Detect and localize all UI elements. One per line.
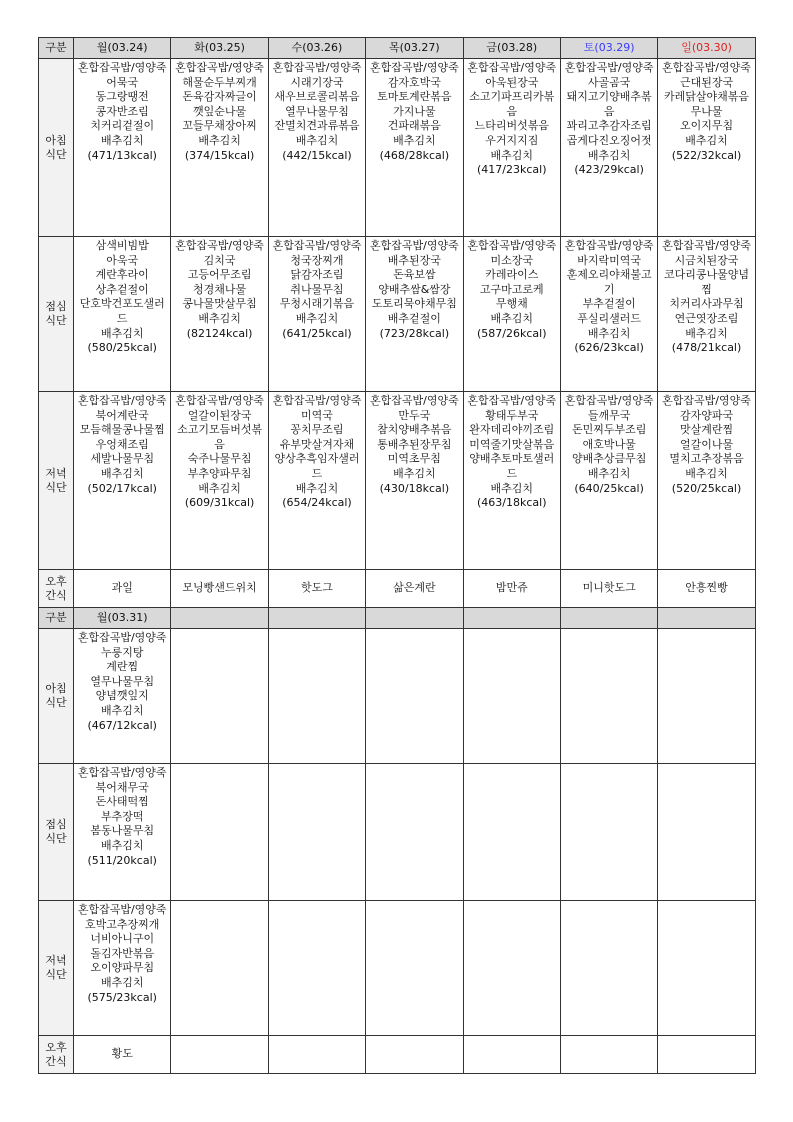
- menu-item: 혼합잡곡밥/영양죽: [370, 61, 459, 74]
- meal-plan-table: [38, 37, 756, 1074]
- menu-item: 애호박나물: [582, 437, 636, 451]
- menu-item: 계란후라이: [95, 268, 149, 282]
- breakfast-label: [39, 629, 74, 764]
- menu-item: 돈육보쌈: [393, 268, 436, 282]
- menu-item: 숙주나물무침: [187, 452, 252, 466]
- menu-item: 배추김치: [198, 481, 241, 495]
- menu-item: 배추김치: [100, 703, 144, 717]
- menu-item: 혼합잡곡밥/영양죽: [564, 394, 654, 407]
- dinner-menu-cell: [560, 392, 657, 570]
- menu-item: 가지나물: [393, 104, 436, 118]
- menu-item: (580/25kcal): [87, 341, 157, 355]
- day-header: 목(03.27): [366, 38, 463, 59]
- menu-item: 혼합잡곡밥/영양죽: [175, 239, 264, 252]
- menu-item: 황태두부국: [485, 408, 539, 422]
- menu-item: 돈민찌두부조림: [571, 423, 647, 437]
- lunch-menu-cell: [74, 237, 171, 392]
- menu-item: 청경채나물: [193, 282, 247, 296]
- menu-item: 멸치고추장볶음: [669, 452, 744, 466]
- menu-item: 배추김치: [393, 133, 436, 147]
- menu-item: 혼합잡곡밥/영양죽: [77, 61, 167, 74]
- menu-item: 오이양파무침: [90, 961, 155, 975]
- menu-item: 양상추흑임자샐러드: [274, 452, 360, 480]
- empty-day-header: [171, 608, 268, 629]
- menu-item: 시래기장국: [290, 75, 344, 89]
- menu-item: 봄동나물무침: [90, 824, 155, 838]
- menu-item: 우엉채조림: [95, 437, 149, 451]
- menu-item: 혼합잡곡밥/영양죽: [662, 61, 751, 74]
- menu-item: 푸실리샐러드: [577, 311, 642, 325]
- menu-item: (641/25kcal): [282, 326, 352, 340]
- menu-item: 김치국: [203, 253, 236, 267]
- empty-day-header: [366, 608, 463, 629]
- menu-item: 느타리버섯볶음: [474, 119, 549, 133]
- menu-item: 꽁치무조림: [290, 423, 344, 437]
- dinner-menu-cell: [268, 392, 365, 570]
- menu-item: 닭감자조림: [290, 268, 344, 282]
- menu-item: 시금치된장국: [674, 253, 739, 267]
- menu-item: 배추김치: [295, 481, 339, 495]
- menu-item: 양배추토마토샐러드: [469, 452, 555, 480]
- menu-item: 배추김치: [100, 466, 144, 480]
- dinner-row: [39, 392, 756, 570]
- breakfast-menu-cell: [560, 59, 657, 237]
- menu-item: 참치양배추볶음: [377, 423, 452, 437]
- menu-item: (587/26kcal): [477, 326, 547, 340]
- menu-item: 혼합잡곡밥/영양죽: [564, 239, 654, 252]
- dinner-label: [39, 392, 74, 570]
- menu-item: (467/12kcal): [87, 718, 157, 732]
- menu-item: 고등어무조림: [187, 268, 252, 282]
- menu-item: 미역줄기맛살볶음: [469, 437, 555, 451]
- category-header: 구분: [39, 608, 74, 629]
- dinner-menu-cell: [74, 901, 171, 1036]
- menu-item: 단호박건포도샐러드: [79, 297, 165, 325]
- dinner-label: [39, 901, 74, 1036]
- menu-item: 오이지무침: [679, 119, 734, 133]
- breakfast-label-text: 아침: [45, 133, 67, 147]
- menu-item: (640/25kcal): [574, 481, 644, 495]
- day-header: 월(03.24): [74, 38, 171, 59]
- empty-cell: [463, 629, 560, 764]
- menu-item: 배추김치: [587, 326, 631, 340]
- menu-item: 혼합잡곡밥/영양죽: [175, 61, 264, 74]
- menu-item: 혼합잡곡밥/영양죽: [467, 61, 557, 74]
- menu-item: 계란찜: [106, 660, 139, 674]
- empty-cell: [268, 629, 365, 764]
- menu-item: 양배추상큼무침: [571, 452, 647, 466]
- empty-day-header: [463, 608, 560, 629]
- empty-cell: [463, 901, 560, 1036]
- snack-cell: 핫도그: [268, 570, 365, 608]
- menu-item: 부추겉절이: [582, 297, 636, 311]
- snack-cell: 과일: [74, 570, 171, 608]
- dinner-row: [39, 901, 756, 1036]
- menu-item: 맛살계란찜: [679, 423, 734, 437]
- menu-item: (478/21kcal): [671, 341, 742, 355]
- menu-item: (522/32kcal): [671, 148, 742, 162]
- menu-item: (654/24kcal): [282, 496, 352, 510]
- dinner-menu-cell: [463, 392, 560, 570]
- snack-cell: 안흥찐빵: [658, 570, 755, 608]
- menu-item: 연근엿장조림: [674, 311, 739, 325]
- menu-item: 콩나물맛살무침: [182, 297, 257, 311]
- day-header-row: [39, 38, 756, 59]
- menu-item: (626/23kcal): [574, 341, 644, 355]
- menu-item: 꼬들무채장아찌: [182, 119, 257, 133]
- menu-item: 누룽지탕: [100, 645, 144, 659]
- menu-item: 건파래볶음: [387, 119, 441, 133]
- snack-label: [39, 1036, 74, 1074]
- breakfast-menu-cell: [366, 59, 463, 237]
- menu-item: 배추김치: [100, 326, 144, 340]
- menu-item: 취나물무침: [290, 282, 344, 296]
- empty-day-header: [658, 608, 755, 629]
- menu-item: 카레닭살야채볶음: [664, 90, 750, 104]
- snack-label-text: 간식: [45, 1054, 67, 1068]
- dinner-label-text: 식단: [45, 968, 67, 981]
- menu-item: 혼합잡곡밥/영양죽: [662, 394, 751, 407]
- menu-item: 배추김치: [685, 133, 728, 147]
- menu-item: 깻잎순나물: [193, 104, 247, 118]
- menu-item: 배추김치: [198, 311, 241, 325]
- empty-cell: [171, 629, 268, 764]
- breakfast-label-text: 아침: [45, 682, 67, 695]
- breakfast-label: [39, 59, 74, 237]
- snack-row: [39, 1036, 756, 1074]
- menu-item: 어묵국: [106, 75, 139, 89]
- menu-item: (723/28kcal): [379, 326, 450, 340]
- menu-item: 열무나물무침: [90, 674, 155, 688]
- menu-item: 콩자반조림: [95, 104, 149, 118]
- menu-item: 혼합잡곡밥/영양죽: [77, 631, 167, 644]
- menu-item: 청국장찌개: [290, 253, 344, 267]
- lunch-label-text: 식단: [45, 832, 67, 845]
- menu-item: 통배추된장무침: [377, 437, 452, 451]
- menu-item: 혼합잡곡밥/영양죽: [77, 394, 167, 407]
- menu-item: 우거지지짐: [485, 133, 539, 147]
- menu-item: 배추된장국: [387, 253, 441, 267]
- dinner-menu-cell: [658, 392, 755, 570]
- lunch-menu-cell: [366, 237, 463, 392]
- empty-cell: [463, 764, 560, 901]
- menu-item: 배추김치: [685, 326, 728, 340]
- empty-cell: [463, 1036, 560, 1074]
- menu-item: 배추김치: [100, 133, 144, 147]
- menu-item: 치커리사과무침: [669, 297, 744, 311]
- empty-cell: [268, 1036, 365, 1074]
- menu-item: 배추김치: [393, 466, 436, 480]
- menu-item: 혼합잡곡밥/영양죽: [662, 239, 751, 252]
- menu-item: (423/29kcal): [574, 163, 644, 177]
- menu-item: 배추김치: [587, 466, 631, 480]
- dinner-label-text: 저녁: [45, 466, 67, 480]
- empty-cell: [171, 1036, 268, 1074]
- menu-item: 훈제오리야채불고기: [566, 268, 652, 296]
- breakfast-menu-cell: [74, 629, 171, 764]
- menu-item: 배추김치: [490, 148, 534, 162]
- empty-cell: [366, 629, 463, 764]
- menu-item: 꽈리고추감자조림: [566, 119, 652, 133]
- empty-cell: [171, 901, 268, 1036]
- menu-item: 혼합잡곡밥/영양죽: [272, 61, 362, 74]
- menu-item: 카레라이스: [485, 268, 539, 282]
- menu-item: 감자호박국: [387, 75, 441, 89]
- menu-item: 상추겉절이: [95, 282, 149, 296]
- menu-item: 돈육감자짜글이: [182, 90, 257, 104]
- lunch-label: [39, 764, 74, 901]
- day-header: 토(03.29): [560, 38, 657, 59]
- menu-item: 혼합잡곡밥/영양죽: [370, 394, 459, 407]
- menu-item: (609/31kcal): [184, 496, 255, 510]
- menu-item: 토마토계란볶음: [377, 90, 452, 104]
- menu-item: (520/25kcal): [671, 481, 742, 495]
- snack-label: [39, 570, 74, 608]
- lunch-row: [39, 764, 756, 901]
- lunch-menu-cell: [171, 237, 268, 392]
- menu-item: 얼갈이나물: [679, 437, 734, 451]
- menu-item: 돈사태떡찜: [95, 795, 149, 809]
- menu-item: 치커리겉절이: [90, 119, 155, 133]
- menu-item: 감자양파국: [679, 408, 734, 422]
- dinner-label-text: 저녁: [45, 954, 67, 967]
- lunch-menu-cell: [658, 237, 755, 392]
- menu-item: 무청시래기볶음: [279, 297, 355, 311]
- menu-item: 고구마고로케: [479, 282, 544, 296]
- menu-item: (511/20kcal): [87, 853, 157, 867]
- empty-cell: [366, 764, 463, 901]
- menu-item: 잔멸치견과류볶음: [274, 119, 360, 133]
- menu-item: 동그랑땡전: [95, 90, 149, 104]
- snack-row: [39, 570, 756, 608]
- dinner-menu-cell: [74, 392, 171, 570]
- empty-cell: [366, 901, 463, 1036]
- empty-cell: [560, 901, 657, 1036]
- menu-item: (468/28kcal): [379, 148, 450, 162]
- menu-item: 혼합잡곡밥/영양죽: [564, 61, 654, 74]
- menu-item: 소고기파프리카볶음: [469, 90, 555, 118]
- empty-cell: [268, 764, 365, 901]
- menu-item: 아욱된장국: [485, 75, 539, 89]
- menu-item: 배추김치: [100, 838, 144, 852]
- menu-item: 얼갈이된장국: [187, 408, 252, 422]
- menu-item: (575/23kcal): [87, 990, 157, 1004]
- menu-item: 미역국: [301, 408, 333, 422]
- snack-cell: 미니핫도그: [560, 570, 657, 608]
- dinner-label-text: 식단: [45, 480, 67, 494]
- menu-item: 도토리묵야채무침: [371, 297, 457, 311]
- menu-item: 근대된장국: [679, 75, 734, 89]
- breakfast-label-text: 식단: [45, 147, 67, 161]
- menu-item: (502/17kcal): [87, 481, 157, 495]
- menu-item: 너비아니구이: [90, 932, 155, 946]
- empty-cell: [560, 764, 657, 901]
- menu-item: 돼지고기양배추볶음: [566, 90, 652, 118]
- menu-item: 배추겉절이: [387, 311, 441, 325]
- menu-item: 해물순두부찌개: [182, 75, 257, 89]
- lunch-row: [39, 237, 756, 392]
- menu-item: 부추양파무침: [187, 466, 252, 480]
- empty-cell: [560, 1036, 657, 1074]
- menu-item: 혼합잡곡밥/영양죽: [77, 903, 167, 916]
- menu-item: 배추김치: [295, 311, 339, 325]
- menu-item: 모듬해물콩나물찜: [79, 423, 165, 437]
- menu-item: 혼합잡곡밥/영양죽: [370, 239, 459, 252]
- menu-item: 북어채무국: [95, 780, 149, 794]
- breakfast-label-text: 식단: [45, 696, 67, 709]
- lunch-label-text: 점심: [45, 818, 67, 831]
- menu-item: (374/15kcal): [184, 148, 255, 162]
- menu-item: (471/13kcal): [87, 148, 157, 162]
- empty-cell: [658, 764, 755, 901]
- lunch-label-text: 식단: [45, 314, 67, 327]
- menu-item: 양념깻잎지: [95, 689, 149, 703]
- menu-item: 삼색비빔밥: [95, 239, 149, 252]
- category-header: 구분: [39, 38, 74, 59]
- breakfast-menu-cell: [268, 59, 365, 237]
- lunch-menu-cell: [560, 237, 657, 392]
- menu-item: 혼합잡곡밥/영양죽: [467, 394, 557, 407]
- breakfast-menu-cell: [171, 59, 268, 237]
- menu-item: 만두국: [398, 408, 431, 422]
- menu-item: 부추장떡: [100, 809, 144, 823]
- day-header: 월(03.31): [74, 608, 171, 629]
- snack-cell: 밤만쥬: [463, 570, 560, 608]
- menu-item: 사골곰국: [587, 75, 631, 89]
- snack-label-text: 오후: [45, 1040, 67, 1054]
- menu-item: 코다리콩나물양념찜: [664, 268, 750, 296]
- menu-item: 새우브로콜리볶음: [274, 90, 360, 104]
- snack-cell: 황도: [74, 1036, 171, 1074]
- empty-cell: [366, 1036, 463, 1074]
- menu-item: 혼합잡곡밥/영양죽: [77, 766, 167, 779]
- day-header: 금(03.28): [463, 38, 560, 59]
- snack-label-text: 간식: [45, 588, 67, 602]
- menu-item: 바지락미역국: [577, 253, 642, 267]
- empty-cell: [560, 629, 657, 764]
- menu-item: 유부맛살겨자채: [279, 437, 355, 451]
- menu-item: 배추김치: [587, 148, 631, 162]
- menu-item: 배추김치: [685, 466, 728, 480]
- day-header: 일(03.30): [658, 38, 755, 59]
- menu-item: 무나물: [690, 104, 723, 118]
- menu-item: 호박고추장찌개: [85, 917, 160, 931]
- menu-item: 아욱국: [106, 253, 139, 267]
- menu-item: 혼합잡곡밥/영양죽: [272, 239, 362, 252]
- menu-item: 배추김치: [490, 311, 534, 325]
- menu-item: 미역초무침: [387, 452, 441, 466]
- lunch-menu-cell: [268, 237, 365, 392]
- breakfast-menu-cell: [463, 59, 560, 237]
- menu-item: 곱게다진오징어젓: [566, 133, 652, 147]
- menu-item: 양배추쌈&쌈장: [378, 282, 451, 296]
- lunch-menu-cell: [74, 764, 171, 901]
- empty-cell: [171, 764, 268, 901]
- menu-item: 돌김자반볶음: [90, 946, 155, 960]
- empty-day-header: [560, 608, 657, 629]
- day-header: 화(03.25): [171, 38, 268, 59]
- breakfast-row: [39, 629, 756, 764]
- breakfast-menu-cell: [658, 59, 755, 237]
- dinner-menu-cell: [366, 392, 463, 570]
- lunch-label: [39, 237, 74, 392]
- snack-cell: 삶은계란: [366, 570, 463, 608]
- empty-cell: [658, 901, 755, 1036]
- menu-item: 열무나물무침: [285, 104, 349, 118]
- menu-item: (463/18kcal): [477, 496, 547, 510]
- menu-item: 미소장국: [490, 253, 534, 267]
- menu-item: 무행채: [495, 297, 528, 311]
- menu-item: 배추김치: [198, 133, 241, 147]
- menu-item: 세발나물무침: [90, 452, 155, 466]
- day-header: 수(03.26): [268, 38, 365, 59]
- menu-item: (442/15kcal): [282, 148, 352, 162]
- menu-item: 배추김치: [295, 133, 339, 147]
- menu-item: 배추김치: [490, 481, 534, 495]
- menu-item: 배추김치: [100, 975, 144, 989]
- menu-item: 혼합잡곡밥/영양죽: [272, 394, 362, 407]
- menu-item: 혼합잡곡밥/영양죽: [175, 394, 264, 407]
- menu-item: 들깨무국: [587, 408, 631, 422]
- menu-item: 완자데리야끼조림: [469, 423, 555, 437]
- lunch-label-text: 점심: [45, 300, 67, 313]
- breakfast-menu-cell: [74, 59, 171, 237]
- breakfast-row: [39, 59, 756, 237]
- empty-day-header: [268, 608, 365, 629]
- dinner-menu-cell: [171, 392, 268, 570]
- menu-item: 혼합잡곡밥/영양죽: [467, 239, 557, 252]
- empty-cell: [268, 901, 365, 1036]
- menu-item: (430/18kcal): [379, 481, 450, 495]
- empty-cell: [658, 1036, 755, 1074]
- snack-cell: 모닝빵샌드위치: [171, 570, 268, 608]
- day-header-row: [39, 608, 756, 629]
- lunch-menu-cell: [463, 237, 560, 392]
- menu-item: 북어계란국: [95, 408, 149, 422]
- empty-cell: [658, 629, 755, 764]
- menu-item: (417/23kcal): [477, 163, 547, 177]
- menu-item: 소고기모듬버섯볶음: [177, 423, 263, 451]
- snack-label-text: 오후: [45, 574, 67, 588]
- menu-item: (82124kcal): [186, 326, 253, 340]
